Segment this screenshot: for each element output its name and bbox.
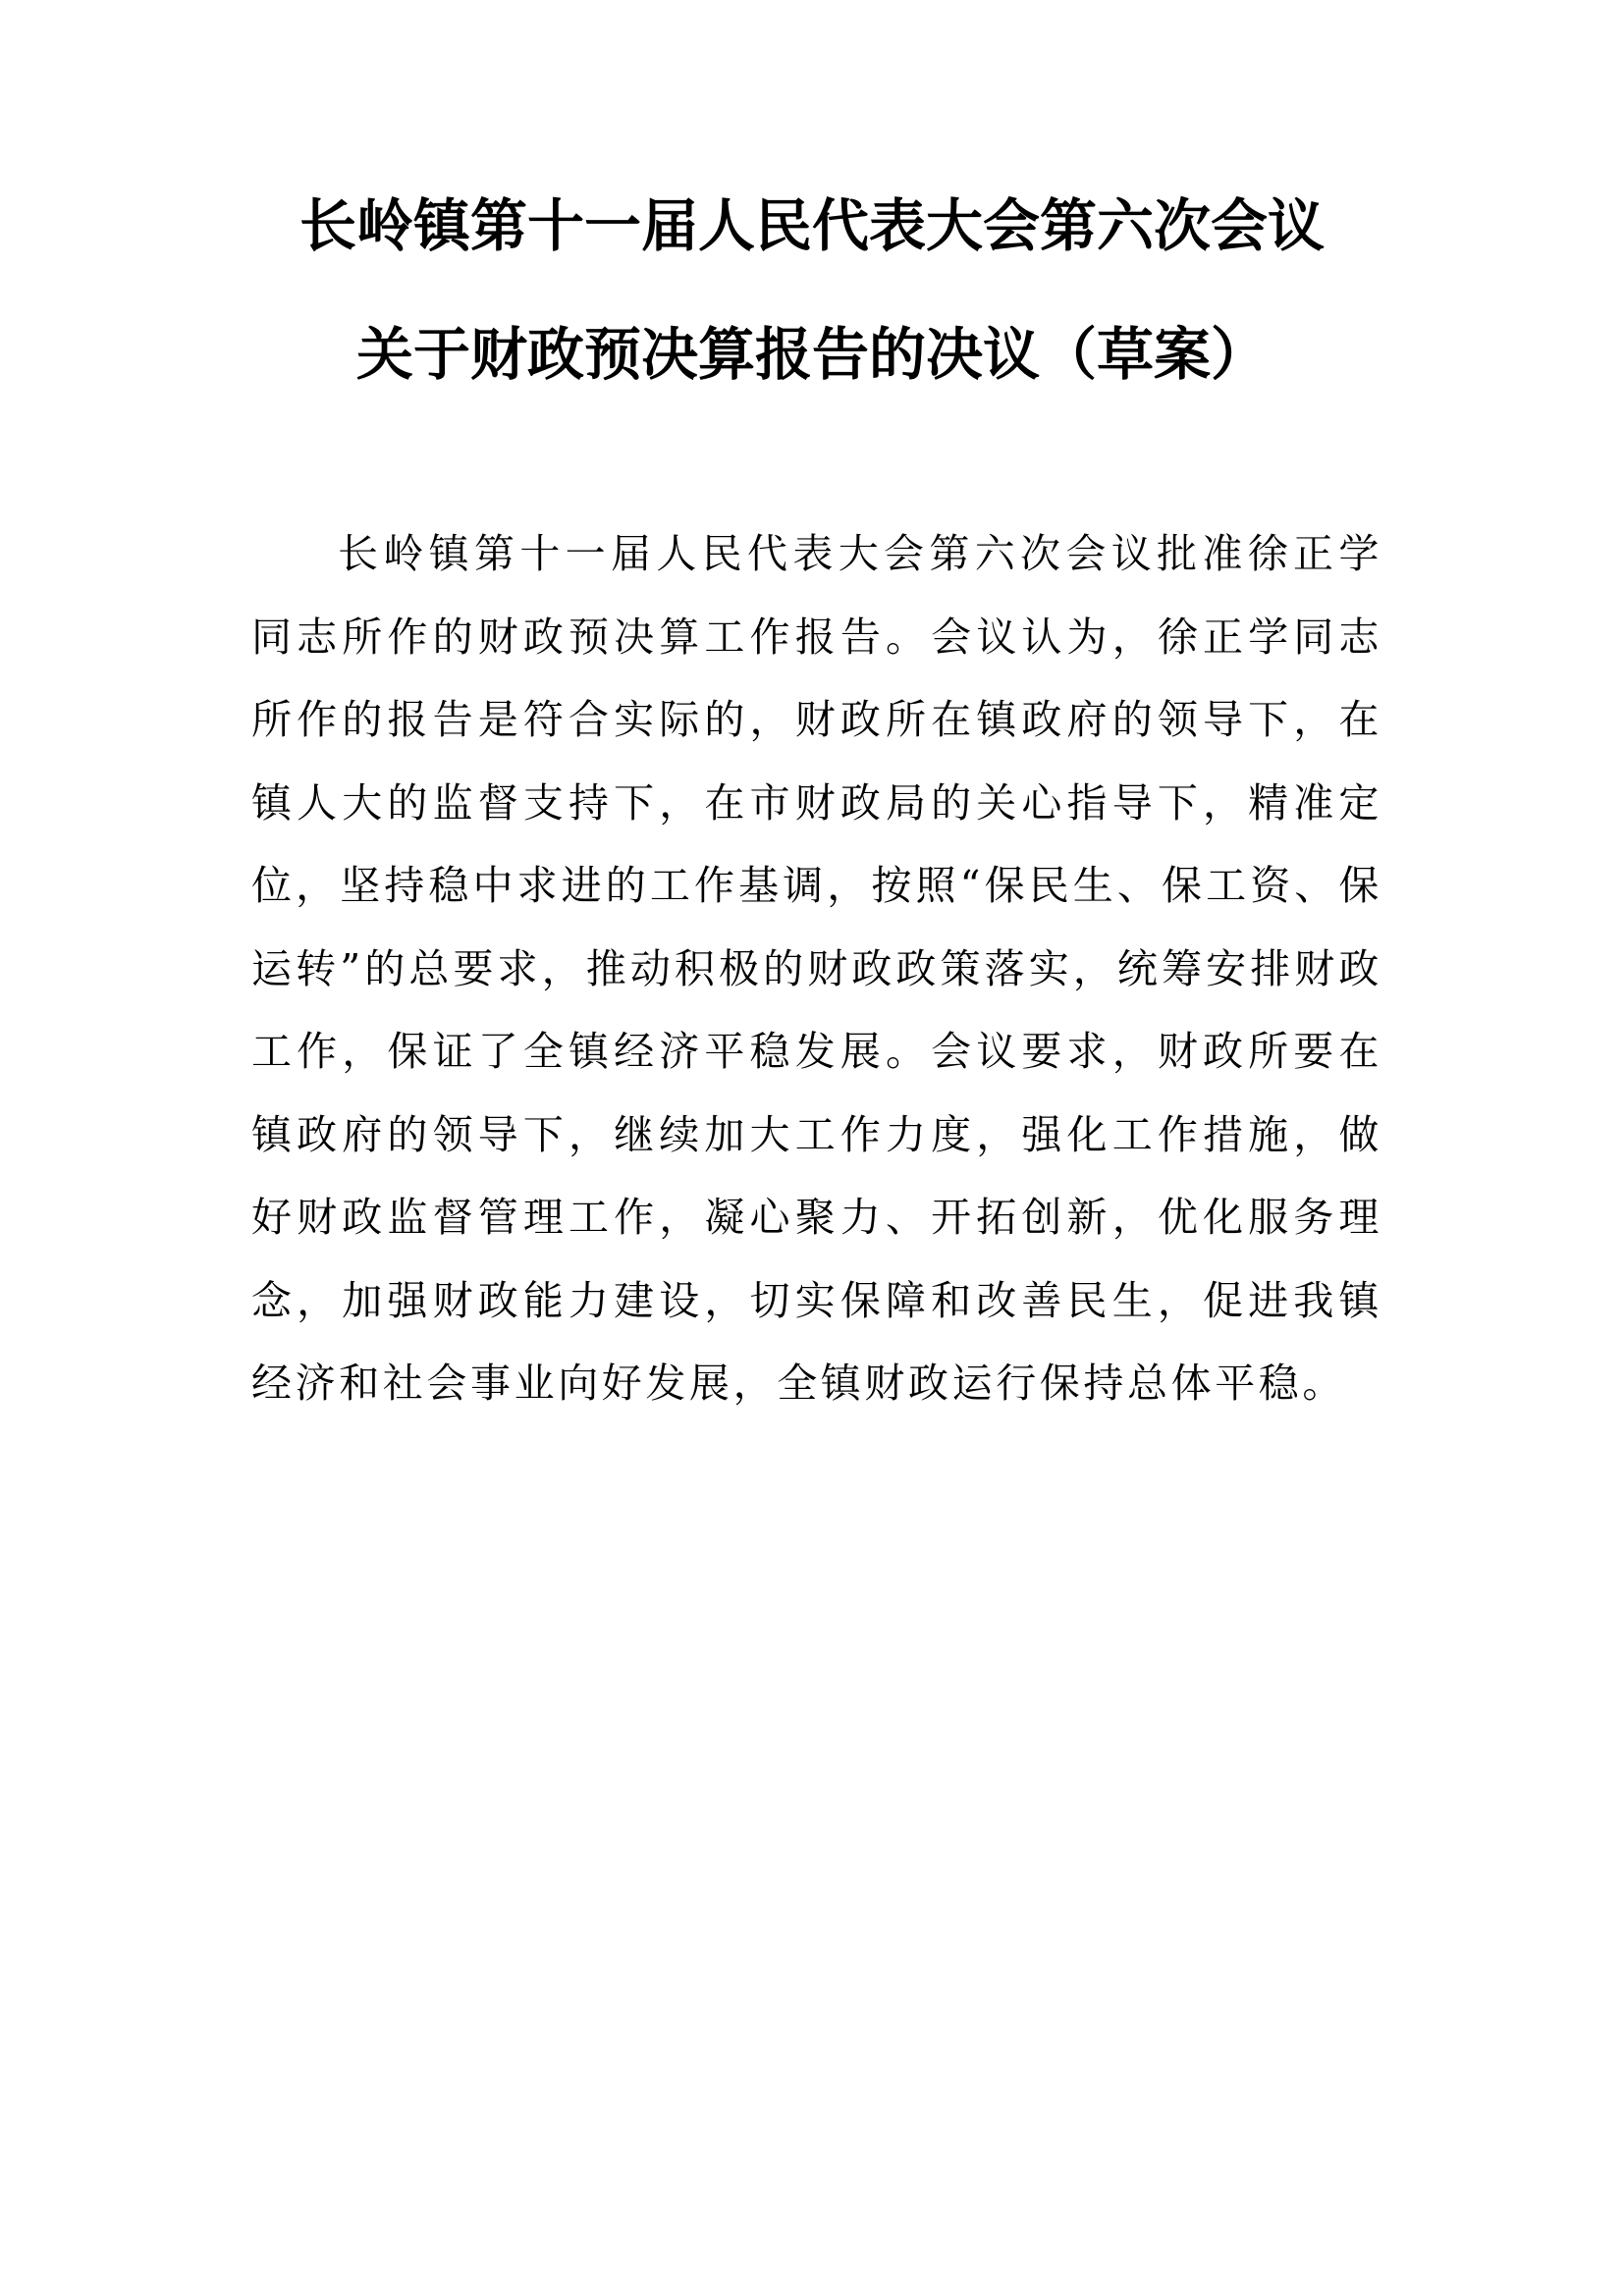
document-title xyxy=(196,192,1428,388)
title-line-1: 长岭镇第十一届人民代表大会第六次会议 xyxy=(298,192,1325,259)
body-paragraph: 长岭镇第十一届人民代表大会第六次会议批准徐正学同志所作的财政预决算工作报告。会议认为，徐正学同志所作的报告是符合实际的，财政所在镇政府的领导下，在镇人大的监督支持下，在市财政局的关心指导下，精准定位，坚持稳中求进的工作基调，按照“保民生、保工资、保运转”的总要求，推动积极的财政政策落实，统筹安排财政工作，保证了全镇经济平稳发展。会议要求，财政所要在镇政府的领导下，继续加大工作力度，强化工作措施，做好财政监督管理工作，凝心聚力、开拓创新，优化服务理念，加强财政能力建设，切实保障和改善民生，促进我镇经济和社会事业向好发展，全镇财政运行保持总体平稳。 xyxy=(251,530,1382,1407)
title-line-2: 关于财政预决算报告的决议（草案） xyxy=(355,321,1268,388)
